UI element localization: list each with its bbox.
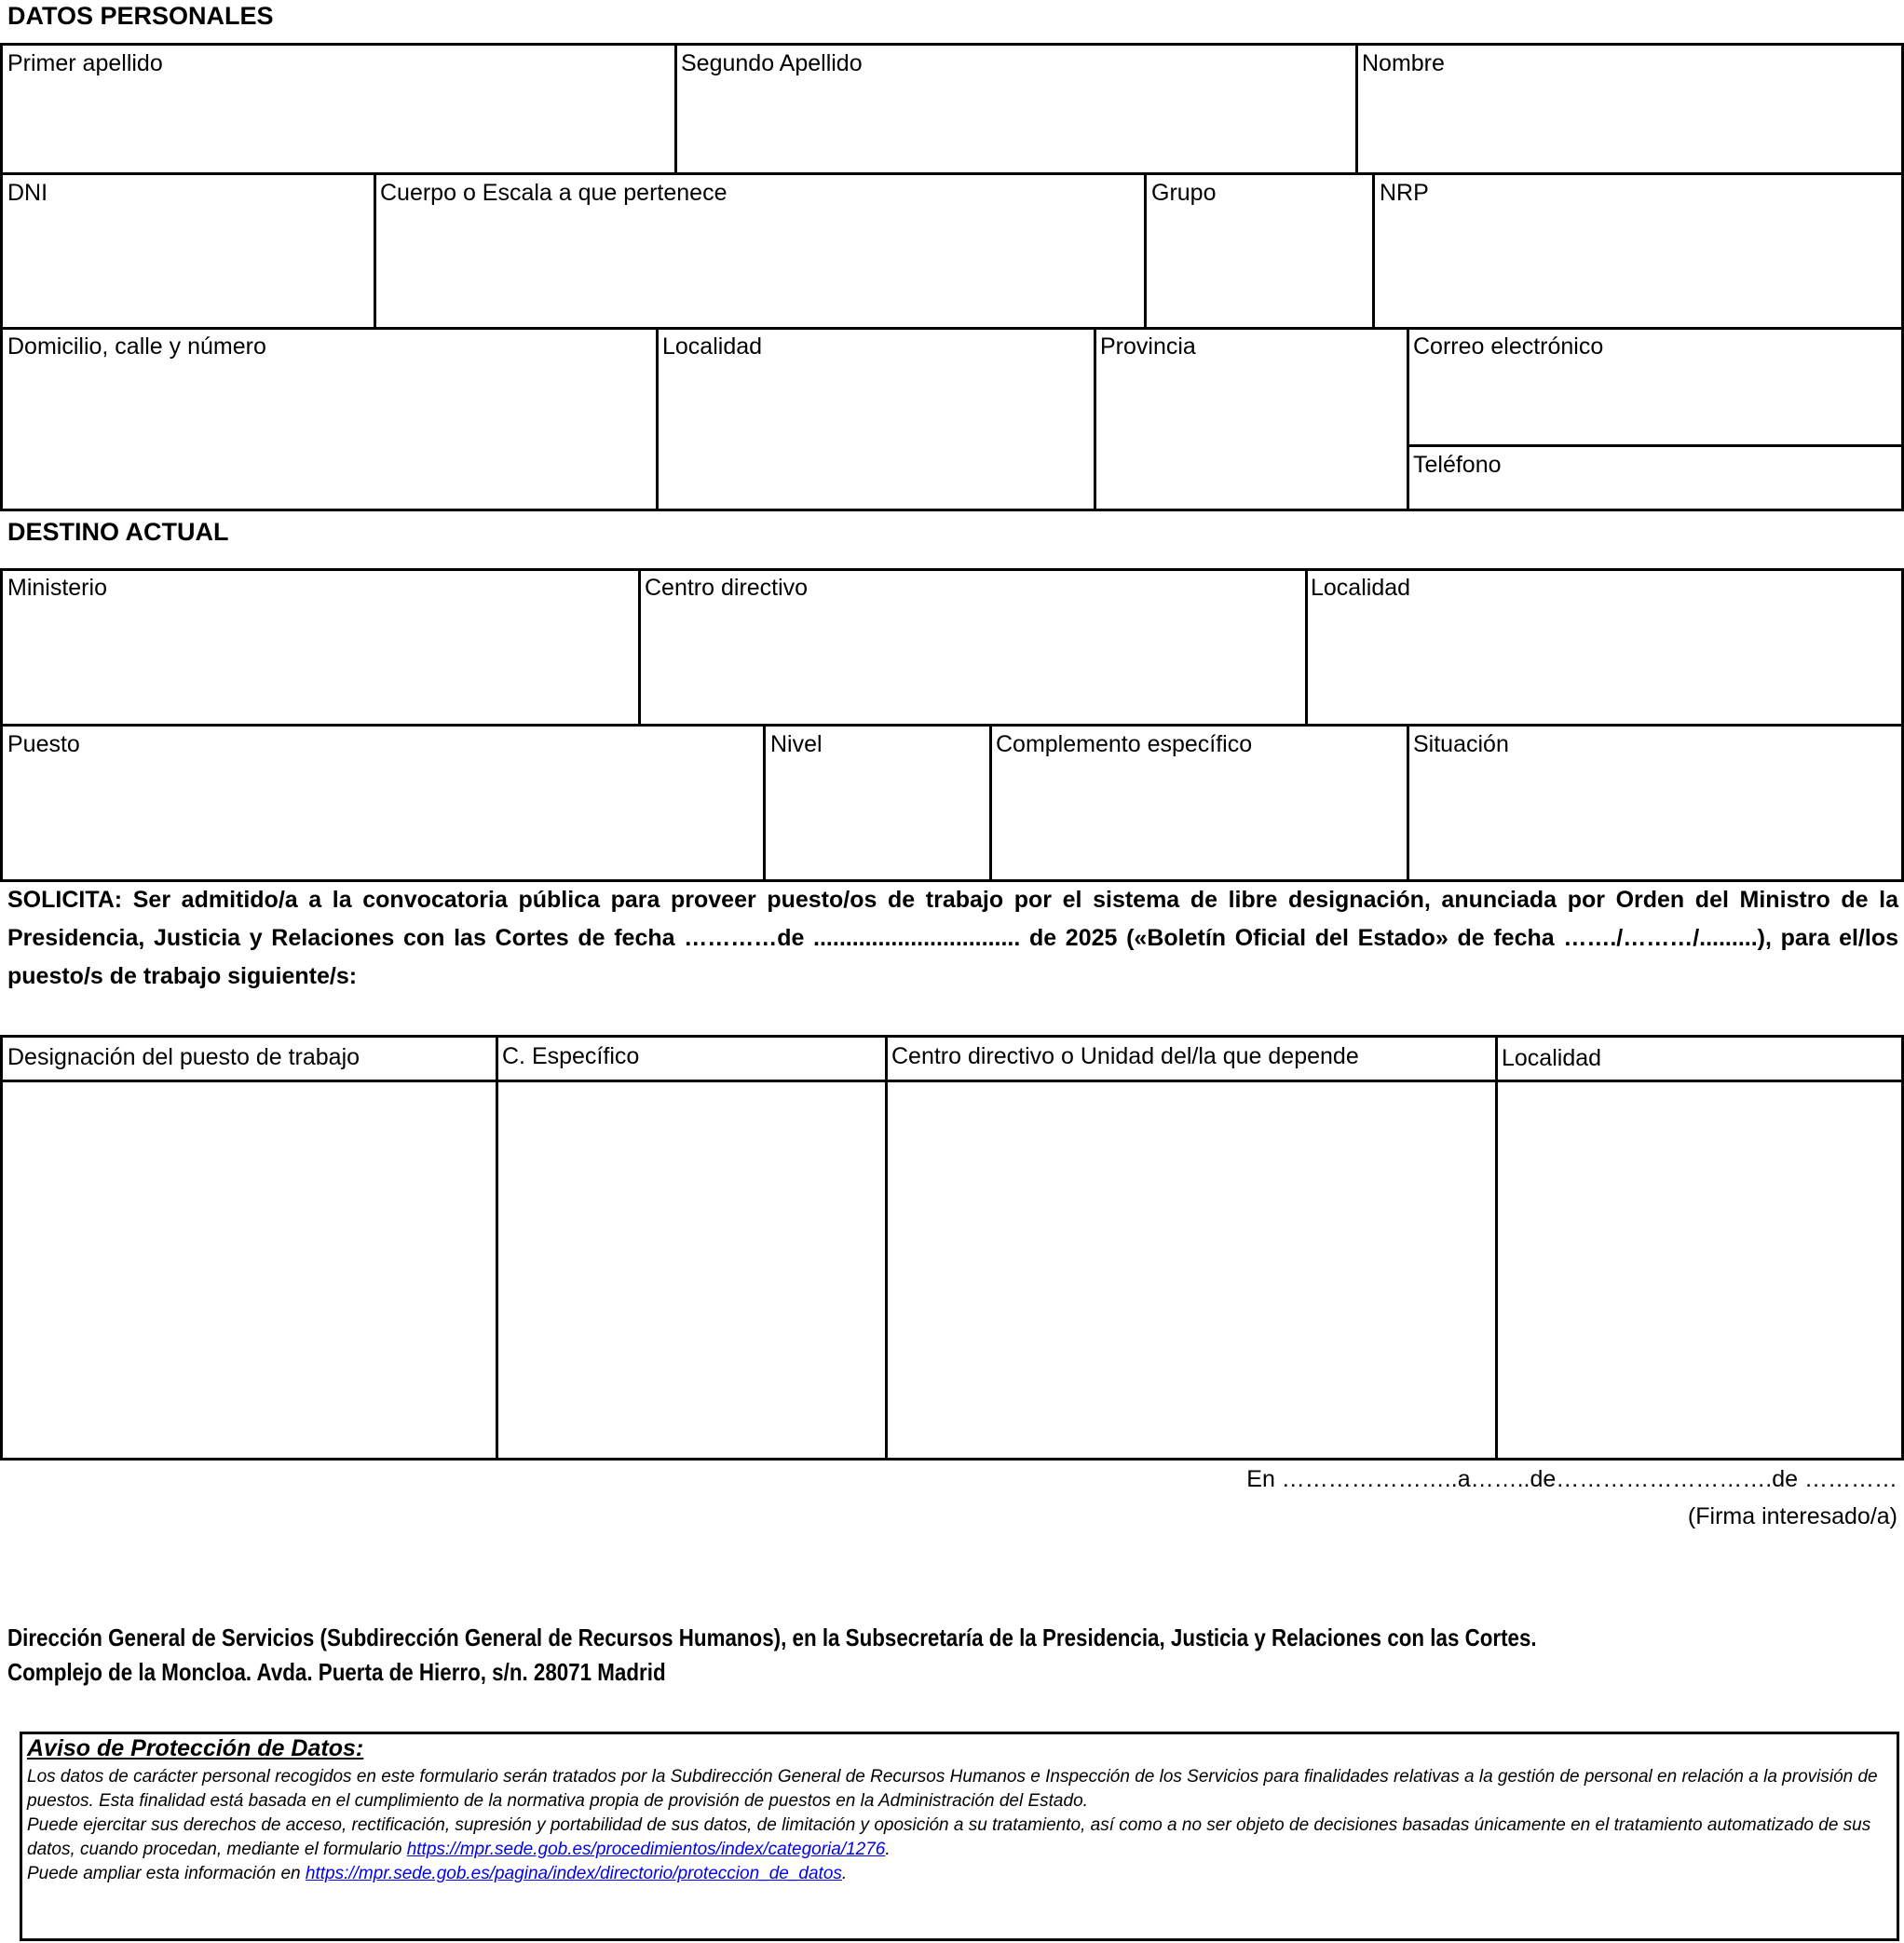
firma-label: (Firma interesado/a) xyxy=(1687,1503,1897,1529)
divider xyxy=(0,1458,1904,1461)
destino-localidad-label: Localidad xyxy=(1311,575,1411,601)
aviso-paragraph-3-text: Puede ampliar esta información en xyxy=(27,1864,306,1883)
nombre-label: Nombre xyxy=(1362,50,1445,76)
table-header-designacion: Designación del puesto de trabajo xyxy=(7,1044,360,1070)
cuerpo-label: Cuerpo o Escala a que pertenece xyxy=(380,180,728,206)
nivel-label: Nivel xyxy=(770,731,823,757)
dni-label: DNI xyxy=(7,180,48,206)
aviso-paragraph-2-end: . xyxy=(885,1840,891,1859)
localidad-label: Localidad xyxy=(662,333,763,360)
nrp-label: NRP xyxy=(1380,180,1429,206)
telefono-label: Teléfono xyxy=(1413,452,1502,478)
aviso-paragraph-2-text: Puede ejercitar sus derechos de acceso, rectificación, supresión y portabilidad de sus datos, de limitación y oposición a su tratamiento, así como a no ser objeto de decisiones basadas únicamente en el tratamiento automatizado de sus datos, cuando procedan, mediante el formulario xyxy=(27,1815,1871,1859)
nrp-field[interactable] xyxy=(1375,175,1901,327)
table-header-centro-directivo: Centro directivo o Unidad del/la que depende xyxy=(891,1043,1359,1069)
centro-directivo-cell[interactable] xyxy=(888,1082,1495,1458)
aviso-paragraph-3-end: . xyxy=(841,1864,848,1883)
complemento-label: Complemento específico xyxy=(996,731,1253,757)
grupo-label: Grupo xyxy=(1151,180,1217,206)
ministerio-label: Ministerio xyxy=(7,575,107,601)
puesto-label: Puesto xyxy=(7,731,80,757)
dni-field[interactable] xyxy=(3,175,374,327)
segundo-apellido-label: Segundo Apellido xyxy=(681,50,863,76)
lugar-fecha-line: En …………………..a……..de……………………….de ………… xyxy=(1246,1466,1897,1492)
aviso-link-proteccion[interactable]: https://mpr.sede.gob.es/pagina/index/directorio/proteccion_de_datos xyxy=(305,1864,842,1883)
direccion-line-1: Dirección General de Servicios (Subdirección General de Recursos Humanos), en la Subsecretaría de la Presidencia, Justicia y Relaciones con las Cortes. xyxy=(7,1624,1537,1651)
puesto-field[interactable] xyxy=(3,727,763,879)
divider xyxy=(0,1035,1904,1038)
aviso-paragraph-3 xyxy=(27,1862,1890,1886)
divider xyxy=(0,509,1904,511)
designacion-cell[interactable] xyxy=(3,1082,496,1458)
table-header-localidad: Localidad xyxy=(1502,1045,1602,1071)
localidad-cell[interactable] xyxy=(1498,1082,1901,1458)
section-heading-datos-personales: DATOS PERSONALES xyxy=(7,2,274,30)
table-header-c-especifico: C. Específico xyxy=(502,1043,640,1069)
aviso-link-categoria[interactable]: https://mpr.sede.gob.es/procedimientos/index/categoria/1276 xyxy=(406,1840,886,1859)
solicita-paragraph: SOLICITA: Ser admitido/a a la convocatoria pública para proveer puesto/os de trabajo por el sistema de libre designación, anunciada por Orden del Ministro de la Presidencia, Justicia y Relaciones con las Cortes de fecha …………de ................................ de 2025 («Boletín Oficial del Estado» de fecha ……./………/.........), para el/los puesto/s de trabajo siguiente/s: xyxy=(7,887,1898,989)
aviso-paragraph-2 xyxy=(27,1814,1890,1862)
aviso-title: Aviso de Protección de Datos: xyxy=(27,1735,364,1761)
direccion-line-2: Complejo de la Moncloa. Avda. Puerta de Hierro, s/n. 28071 Madrid xyxy=(7,1658,666,1686)
provincia-label: Provincia xyxy=(1100,333,1196,360)
primer-apellido-label: Primer apellido xyxy=(7,50,163,76)
correo-label: Correo electrónico xyxy=(1413,333,1604,360)
section-heading-destino-actual: DESTINO ACTUAL xyxy=(7,518,229,546)
c-especifico-cell[interactable] xyxy=(498,1082,885,1458)
situacion-label: Situación xyxy=(1413,731,1509,757)
aviso-paragraph-1: Los datos de carácter personal recogidos en este formulario serán tratados por la Subdirección General de Recursos Humanos e Inspección de los Servicios para finalidades relativas a la gestión de personal en relación a la provisión de puestos. Esta finalidad está basada en el cumplimiento de la normativa propia de provisión de puestos en la Administración del Estado. xyxy=(27,1767,1878,1811)
domicilio-label: Domicilio, calle y número xyxy=(7,333,266,360)
centro-directivo-label: Centro directivo xyxy=(645,575,809,601)
